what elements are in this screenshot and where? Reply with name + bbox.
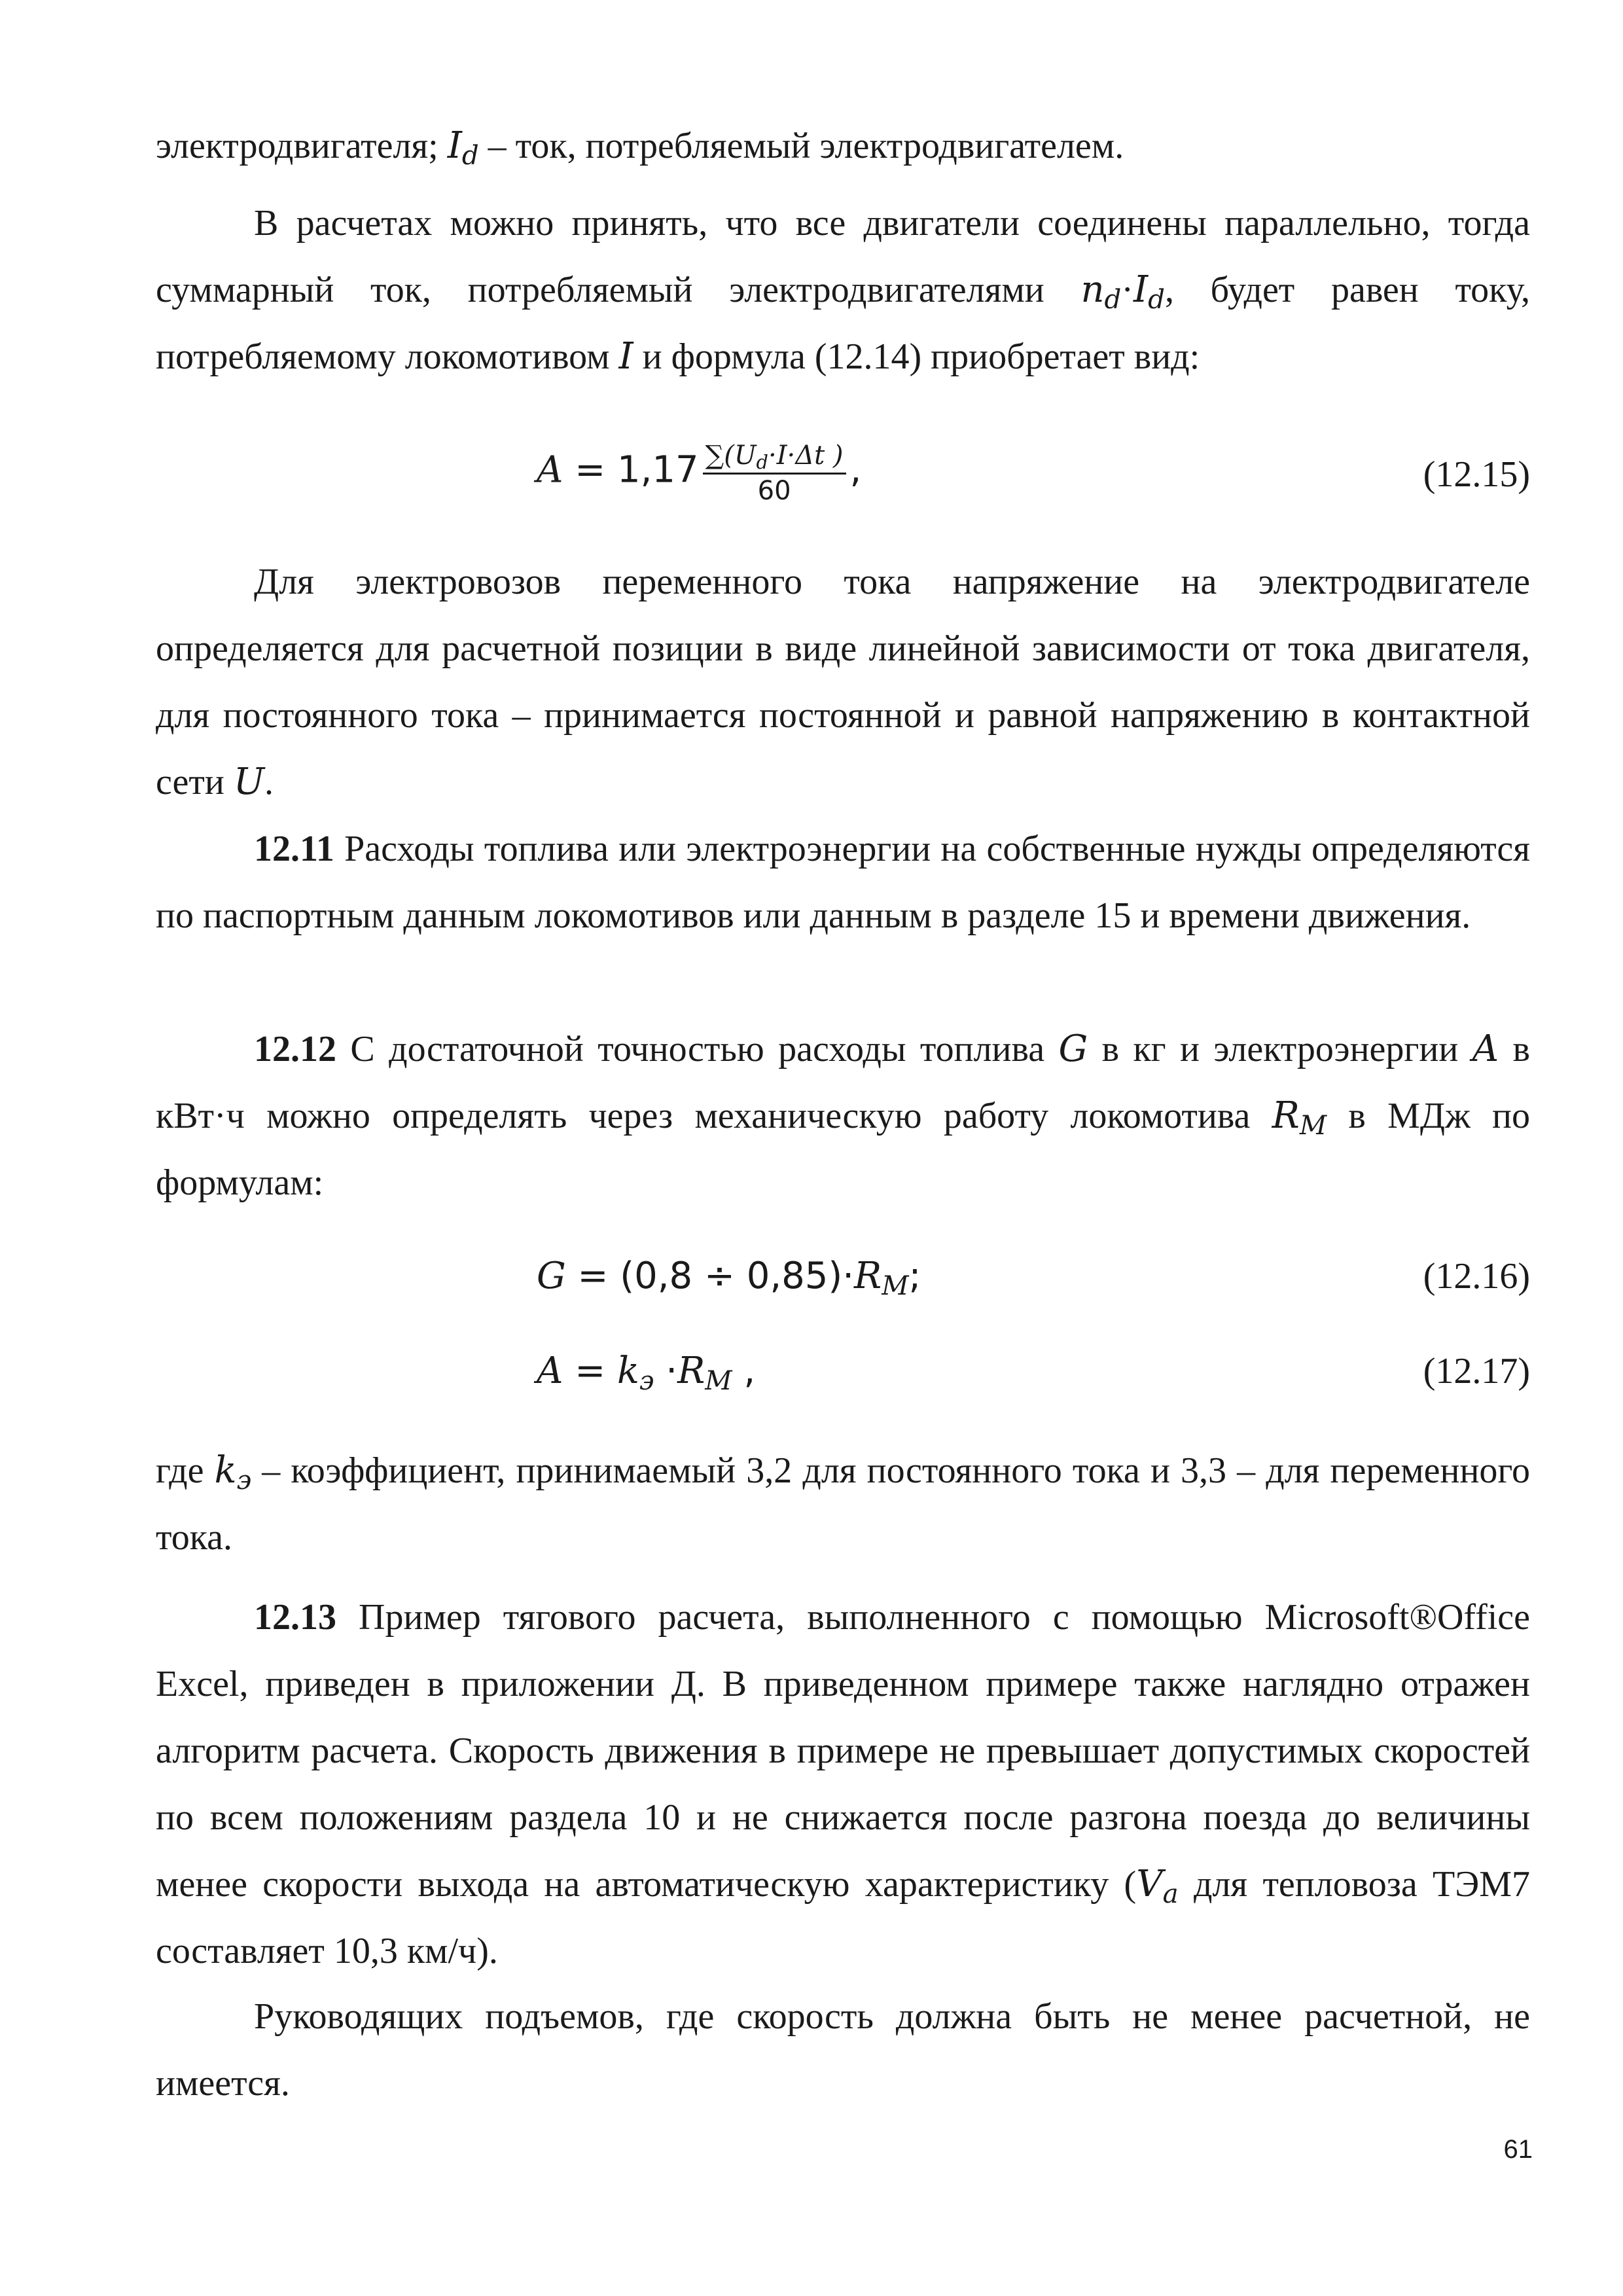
math-text: =: [563, 1350, 617, 1392]
math-subscript: d: [461, 140, 479, 171]
text: – ток, потребляемый электродвигателем.: [478, 126, 1124, 166]
math-subscript: M: [705, 1365, 732, 1397]
fraction-numerator: [703, 440, 846, 475]
formula-12-17: [537, 1348, 756, 1397]
math-symbol-R: R: [854, 1255, 882, 1297]
text: Для электровозов переменного тока напряжение на электродвигателе определяется для расчетной позиции в виде линейной зависимости от тока двигателя, для постоянного тока – принимается постоянной и равной напряжению в контактной сети: [156, 562, 1530, 802]
paragraph-continuation: [156, 113, 1530, 179]
text: Руководящих подъемов, где скорость должна быть не менее расчетной, не имеется.: [156, 1996, 1530, 2104]
math-symbol-G: G: [537, 1255, 566, 1297]
formula-12-15: [537, 440, 861, 507]
text: .: [264, 762, 274, 802]
math-symbol-k: k: [214, 1449, 237, 1492]
paragraph-parallel-motors: [156, 190, 1530, 390]
math-dot: ·: [1121, 270, 1133, 310]
math-symbol-R: R: [677, 1350, 705, 1392]
paragraph-coefficient: [156, 1437, 1530, 1571]
math-subscript: d: [1104, 284, 1122, 315]
math-symbol-U: U: [233, 761, 265, 803]
text: С достаточной точностью расходы топлива: [336, 1029, 1059, 1069]
math-text: ,: [849, 448, 862, 492]
text: и формула (12.14) приобретает вид:: [633, 336, 1200, 377]
math-dot: ·: [654, 1350, 678, 1392]
section-number: 12.13: [254, 1597, 336, 1638]
math-symbol-A: A: [1472, 1028, 1499, 1070]
math-symbol-R: R: [1272, 1094, 1300, 1137]
text: , будет равен току, потребляемому локомотивом: [156, 270, 1530, 377]
text: для тепловоза ТЭМ7 составляет 10,3 км/ч).: [156, 1864, 1530, 1971]
text: Пример тягового расчета, выполненного с помощью Microsoft®Office Excel, приведен в приложении Д. В приведенном примере также наглядно отражен алгоритм расчета. Скорость движения в примере не превышает допустимых скоростей по всем положениям раздела 10 и не снижается после разгона поезда до величины менее скорости выхода на автоматическую характеристику (: [156, 1597, 1530, 1905]
equation-number-12-17: (12.17): [1423, 1351, 1530, 1391]
math-symbol-I: I: [618, 335, 633, 378]
formula-12-16: [537, 1253, 921, 1302]
section-number: 12.11: [254, 829, 334, 869]
math-subscript: d: [756, 451, 768, 474]
paragraph-12-13: [156, 1584, 1530, 1984]
text: в МДж по формулам:: [156, 1096, 1530, 1203]
math-subscript: э: [236, 1465, 252, 1496]
math-symbol-n: n: [1080, 268, 1105, 311]
math-symbol-A: A: [537, 1350, 563, 1392]
math-text: ∑(U: [705, 440, 757, 471]
page-number: 61: [1503, 2135, 1533, 2164]
equation-number-12-16: (12.16): [1423, 1256, 1530, 1297]
text: В расчетах можно принять, что все двигатели соединены параллельно, тогда суммарный ток, потребляемый электродвигателями: [156, 203, 1530, 310]
math-symbol-G: G: [1058, 1028, 1088, 1070]
equation-number-12-15: (12.15): [1423, 454, 1530, 495]
text: электродвигателя;: [156, 126, 448, 166]
math-text: = (0,8 ÷ 0,85)·: [565, 1255, 855, 1297]
paragraph-ruling-grades: [156, 1983, 1530, 2117]
section-number: 12.12: [254, 1029, 336, 1069]
math-subscript: M: [1299, 1110, 1327, 1141]
math-symbol-V: V: [1136, 1863, 1163, 1905]
math-subscript: d: [1148, 284, 1165, 315]
math-text: = 1,17: [563, 448, 699, 492]
fraction: [703, 440, 846, 507]
math-symbol-k: k: [616, 1350, 639, 1392]
math-symbol-A: A: [537, 448, 563, 492]
math-symbol-I: I: [1133, 268, 1149, 311]
math-subscript: a: [1162, 1878, 1179, 1910]
math-subscript: э: [639, 1365, 654, 1397]
math-text: ;: [908, 1255, 921, 1297]
paragraph-ac-locomotives: [156, 548, 1530, 816]
math-subscript: M: [882, 1270, 909, 1302]
text: Расходы топлива или электроэнергии на собственные нужды определяются по паспортным данным локомотивов или данным в разделе 15 и времени движения.: [156, 829, 1530, 936]
paragraph-12-11: [156, 816, 1530, 949]
math-text: ·I·Δt ): [768, 440, 844, 471]
text: – коэффициент, принимаемый 3,2 для постоянного тока и 3,3 – для переменного тока.: [156, 1450, 1531, 1558]
text: в кг и электроэнергии: [1088, 1029, 1472, 1069]
text: где: [156, 1450, 215, 1491]
fraction-denominator: 60: [757, 476, 791, 506]
paragraph-12-12: [156, 1016, 1530, 1216]
math-symbol-I: I: [447, 124, 462, 167]
text: в кВт·ч можно определять через механическую работу локомотива: [156, 1029, 1530, 1136]
math-text: ,: [732, 1350, 756, 1392]
